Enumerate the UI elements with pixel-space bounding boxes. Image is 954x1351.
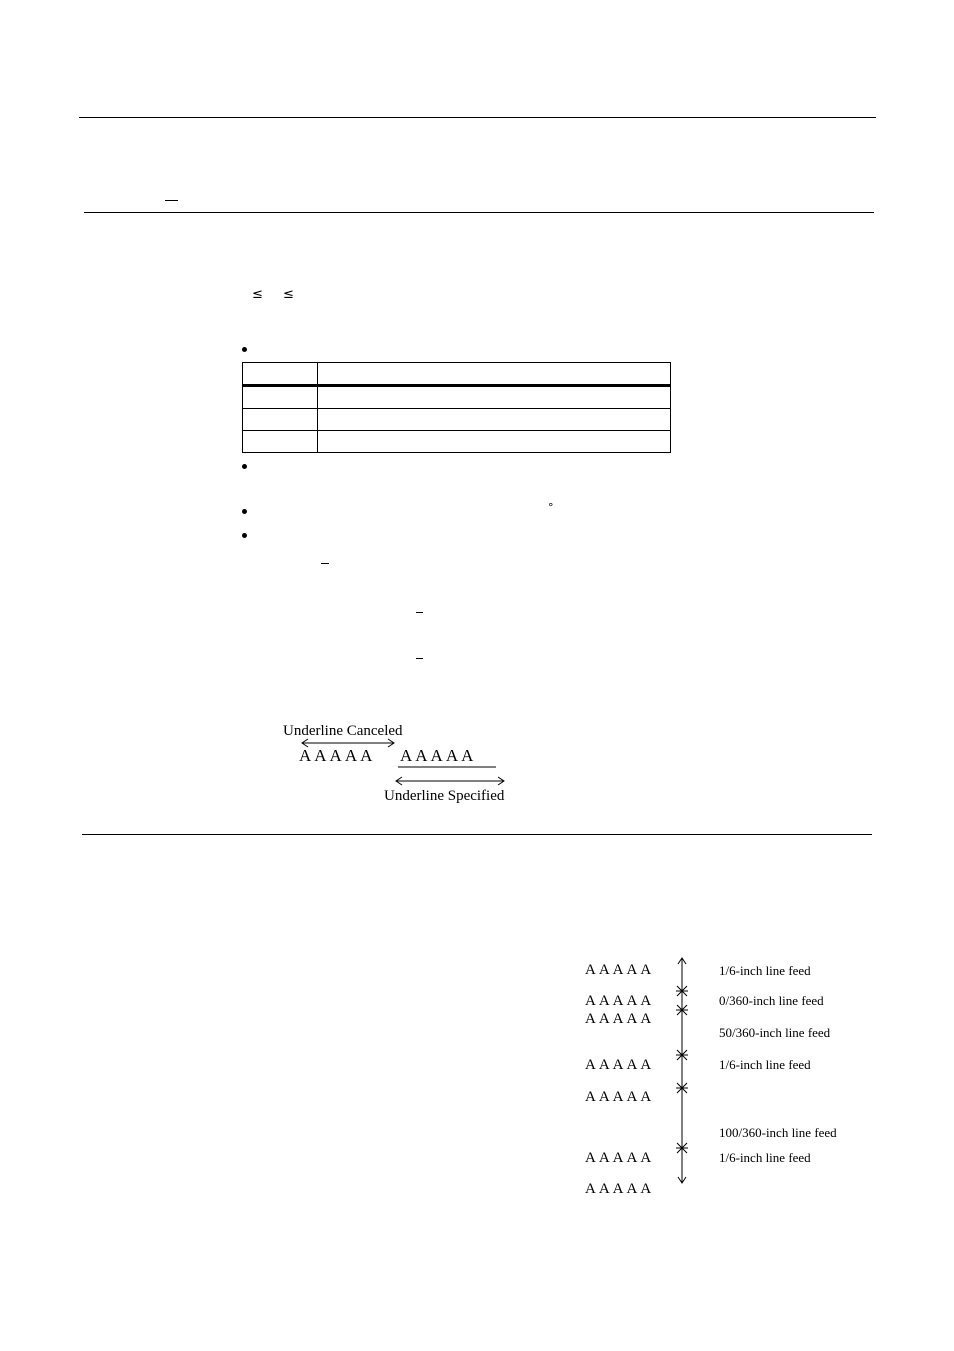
table-cell xyxy=(318,409,671,431)
linefeed-row-characters: AAAAA xyxy=(585,1089,655,1105)
linefeed-row-characters: AAAAA xyxy=(585,1011,655,1027)
table-cell xyxy=(243,386,318,409)
linefeed-label: 50/360-inch line feed xyxy=(719,1025,831,1040)
table-cell xyxy=(243,431,318,453)
linefeed-label: 100/360-inch line feed xyxy=(719,1125,837,1140)
less-equal-symbol: ≤ xyxy=(252,287,263,302)
linefeed-row-characters: AAAAA xyxy=(585,1181,655,1197)
degree-symbol: ° xyxy=(548,501,554,514)
underline-specified-label: Underline Specified xyxy=(384,788,505,804)
bullet-point xyxy=(242,509,247,514)
table-row xyxy=(243,409,671,431)
section-bottom-rule xyxy=(82,834,872,835)
table-cell xyxy=(318,386,671,409)
section-top-rule xyxy=(84,212,874,213)
header-rule xyxy=(79,117,876,118)
overbar-mark xyxy=(165,200,178,201)
overbar-mark xyxy=(416,612,423,613)
bullet-point xyxy=(242,347,247,352)
linefeed-label: 1/6-inch line feed xyxy=(719,963,811,978)
specified-characters: AAAAA xyxy=(400,746,477,765)
linefeed-label: 0/360-inch line feed xyxy=(719,993,824,1008)
linefeed-row-characters: AAAAA xyxy=(585,962,655,978)
bullet-point xyxy=(242,533,247,538)
canceled-characters: AAAAA xyxy=(299,746,376,765)
overbar-mark xyxy=(321,563,329,564)
linefeed-label: 1/6-inch line feed xyxy=(719,1150,811,1165)
linefeed-label: 1/6-inch line feed xyxy=(719,1057,811,1072)
table-cell xyxy=(243,363,318,386)
table-row xyxy=(243,431,671,453)
parameter-table xyxy=(242,362,671,453)
table-cell xyxy=(318,431,671,453)
table-row xyxy=(243,386,671,409)
linefeed-row-characters: AAAAA xyxy=(585,993,655,1009)
bullet-point xyxy=(242,464,247,469)
linefeed-row-characters: AAAAA xyxy=(585,1057,655,1073)
table-header-row xyxy=(243,363,671,386)
table-cell xyxy=(318,363,671,386)
overbar-mark xyxy=(416,658,423,659)
linefeed-row-characters: AAAAA xyxy=(585,1150,655,1166)
table-cell xyxy=(243,409,318,431)
underline-canceled-label: Underline Canceled xyxy=(283,723,403,739)
less-equal-symbol: ≤ xyxy=(283,287,294,302)
linefeed-arrow-line xyxy=(672,955,692,1195)
